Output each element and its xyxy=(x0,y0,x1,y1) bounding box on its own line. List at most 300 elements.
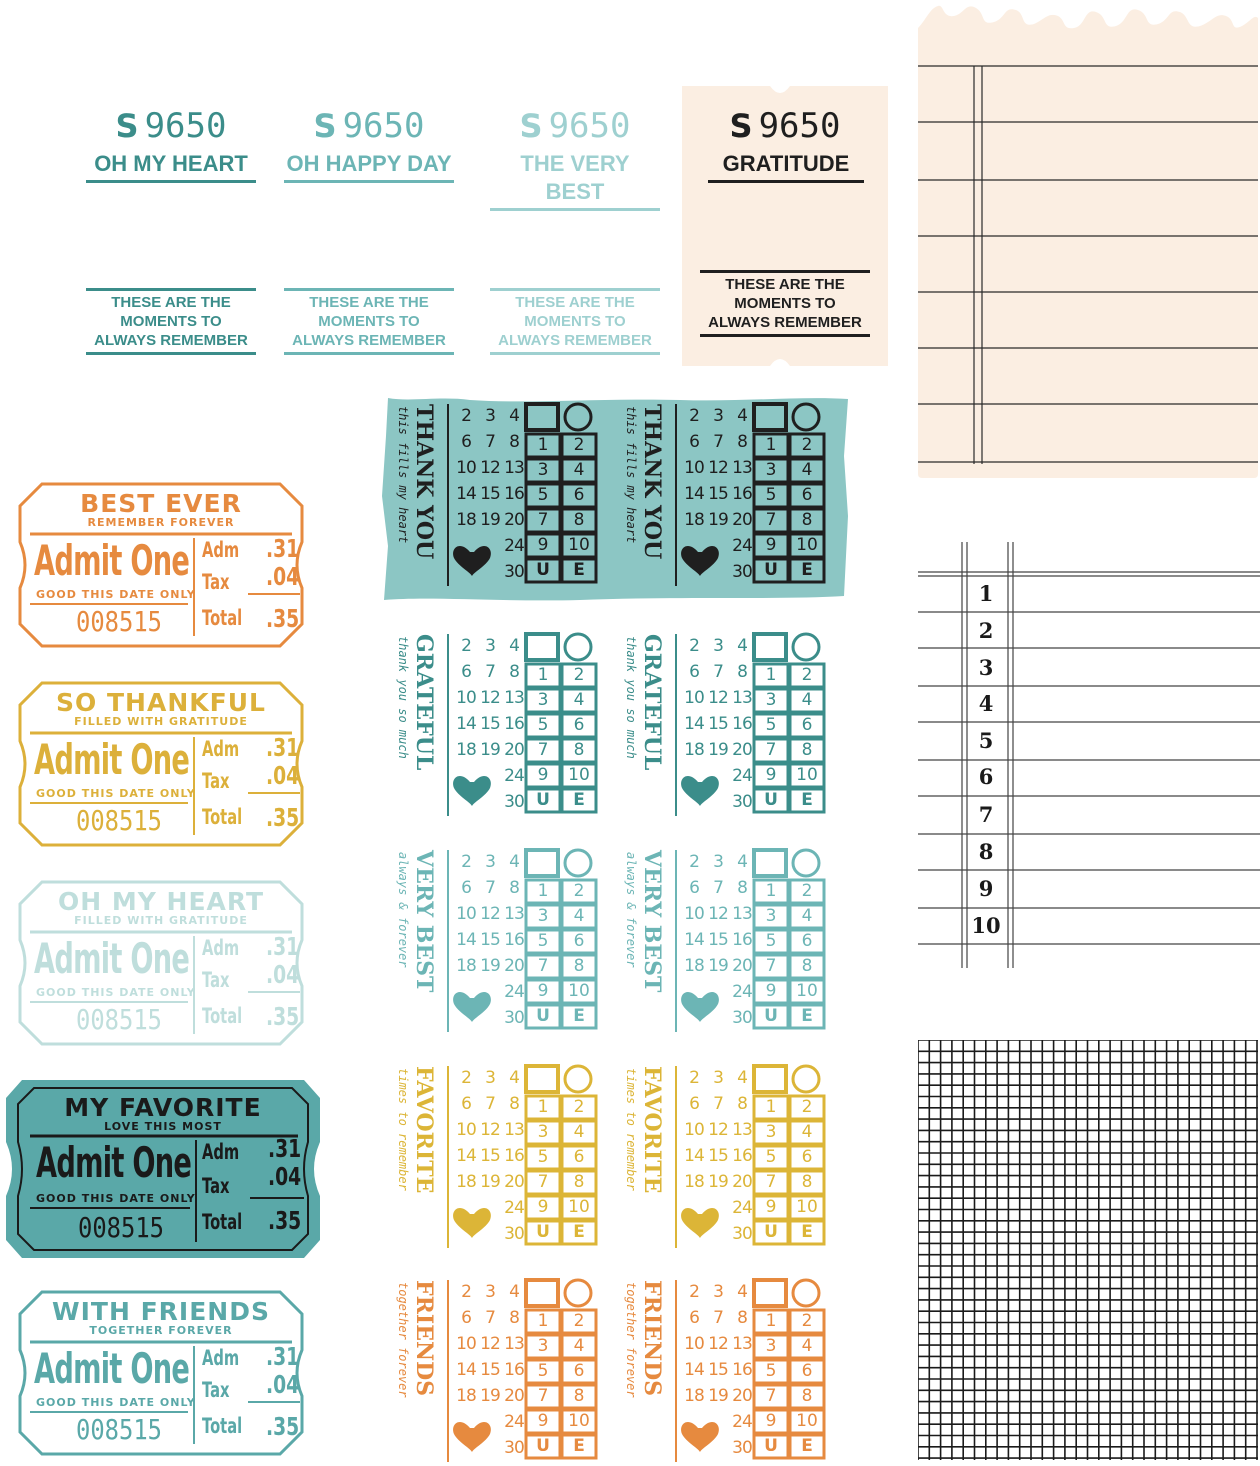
calendar-date: 15 xyxy=(480,714,500,734)
ticket-total-label: Total xyxy=(202,1004,243,1028)
list-number: 2 xyxy=(978,618,994,643)
ticket-subtitle: TOGETHER FOREVER xyxy=(89,1324,233,1337)
ticket-subtitle: REMEMBER FOREVER xyxy=(87,516,235,529)
calendar-box-number: 10 xyxy=(568,1197,590,1217)
calendar-date: 8 xyxy=(737,1308,747,1328)
calendar-date: 12 xyxy=(708,458,728,478)
calendar-box-number: 7 xyxy=(765,740,777,760)
calendar-box-number: E xyxy=(801,790,813,810)
calendar-date: 6 xyxy=(461,1094,471,1114)
ticket-admit: Admit One xyxy=(34,735,190,784)
calendar-date: 18 xyxy=(684,740,704,760)
ticket-admit: Admit One xyxy=(34,536,190,585)
calendar-date: 3 xyxy=(713,852,723,872)
calendar-box-number: 1 xyxy=(537,1311,549,1331)
calendar-date: 12 xyxy=(480,458,500,478)
ticket-title: SO THANKFUL xyxy=(56,688,266,717)
calendar-date: 3 xyxy=(485,852,495,872)
calendar-box-number: 10 xyxy=(568,1411,590,1431)
calendar-box-number: 6 xyxy=(573,1361,585,1381)
ticket-admit: Admit One xyxy=(36,1138,192,1187)
strip-title: GRATITUDE xyxy=(708,150,864,183)
calendar-date: 6 xyxy=(689,1094,699,1114)
calendar-date: 19 xyxy=(480,956,500,976)
calendar-box-number: 4 xyxy=(801,460,813,480)
calendar-date: 24 xyxy=(504,766,524,786)
calendar-box-number: 5 xyxy=(537,485,549,505)
calendar-date: 30 xyxy=(504,1438,524,1458)
calendar-date: 16 xyxy=(504,484,524,504)
list-number: 1 xyxy=(978,581,994,606)
ticket-serial: 008515 xyxy=(78,1211,164,1244)
calendar-date: 8 xyxy=(737,878,747,898)
calendar-box-number: 2 xyxy=(801,435,813,455)
calendar-date: 18 xyxy=(456,956,476,976)
calendar-date: 18 xyxy=(456,1172,476,1192)
calendar-date: 10 xyxy=(684,458,704,478)
calendar-date: 19 xyxy=(480,1172,500,1192)
ticket-serial: 008515 xyxy=(76,1413,162,1446)
calendar-date: 3 xyxy=(713,636,723,656)
calendar-date: 7 xyxy=(713,432,723,452)
strip-code: S 9650 xyxy=(729,106,841,146)
calendar-date: 30 xyxy=(504,1008,524,1028)
calendar-stamp xyxy=(392,1276,622,1466)
calendar-date: 16 xyxy=(504,714,524,734)
calendar-date: 13 xyxy=(504,1334,524,1354)
ticket-total-value: .35 xyxy=(266,1002,300,1031)
calendar-subtitle: times to remember xyxy=(624,1068,638,1191)
calendar-date: 12 xyxy=(708,904,728,924)
calendar-stamp xyxy=(392,1062,622,1252)
list-number: 4 xyxy=(978,691,994,716)
calendar-box-number: 1 xyxy=(537,665,549,685)
calendar-date: 19 xyxy=(708,740,728,760)
calendar-date: 3 xyxy=(713,1068,723,1088)
calendar-date: 10 xyxy=(684,688,704,708)
calendar-date: 4 xyxy=(737,852,747,872)
calendar-date: 20 xyxy=(504,1172,524,1192)
ticket-my-favorite xyxy=(4,1078,322,1244)
calendar-date: 8 xyxy=(737,662,747,682)
calendar-date: 10 xyxy=(684,1120,704,1140)
calendar-date: 15 xyxy=(708,714,728,734)
calendar-box-number: 6 xyxy=(573,485,585,505)
list-number: 7 xyxy=(978,802,994,827)
calendar-date: 19 xyxy=(480,510,500,530)
calendar-date: 19 xyxy=(480,740,500,760)
calendar-date: 4 xyxy=(509,852,519,872)
calendar-date: 3 xyxy=(485,636,495,656)
ticket-tax-label: Tax xyxy=(202,769,230,793)
calendar-box-number: U xyxy=(764,1006,778,1026)
calendar-date: 15 xyxy=(708,1146,728,1166)
calendar-date: 13 xyxy=(732,458,752,478)
calendar-box-number: 5 xyxy=(765,931,777,951)
ticket-total-label: Total xyxy=(202,1210,243,1234)
calendar-date: 8 xyxy=(509,432,519,452)
calendar-subtitle: together forever xyxy=(624,1282,638,1398)
calendar-box-number: 2 xyxy=(573,881,585,901)
calendar-date: 18 xyxy=(456,1386,476,1406)
calendar-box-number: 10 xyxy=(568,535,590,555)
ticket-adm-label: Adm xyxy=(202,936,240,960)
calendar-box-number: 7 xyxy=(765,510,777,530)
calendar-date: 2 xyxy=(461,852,471,872)
calendar-box-number: E xyxy=(801,1006,813,1026)
calendar-date: 24 xyxy=(504,1198,524,1218)
calendar-subtitle: always & forever xyxy=(396,852,410,968)
strip-title: OH MY HEART xyxy=(86,150,256,183)
calendar-date: 12 xyxy=(480,1120,500,1140)
calendar-box-number: U xyxy=(764,1436,778,1456)
calendar-subtitle: this fills my heart xyxy=(624,406,638,544)
calendar-box-number: 8 xyxy=(801,1172,813,1192)
calendar-box-number: 7 xyxy=(765,956,777,976)
calendar-date: 16 xyxy=(732,714,752,734)
calendar-date: 8 xyxy=(737,432,747,452)
calendar-box-number: 1 xyxy=(765,881,777,901)
calendar-date: 13 xyxy=(732,688,752,708)
calendar-title: VERY BEST xyxy=(411,850,437,993)
calendar-box-number: 4 xyxy=(801,906,813,926)
calendar-date: 24 xyxy=(732,1412,752,1432)
calendar-date: 2 xyxy=(689,852,699,872)
calendar-date: 30 xyxy=(732,1438,752,1458)
calendar-subtitle: times to remember xyxy=(396,1068,410,1191)
calendar-date: 30 xyxy=(504,1224,524,1244)
calendar-box-number: 8 xyxy=(801,740,813,760)
calendar-date: 10 xyxy=(456,688,476,708)
calendar-box-number: U xyxy=(536,1222,550,1242)
calendar-box-number: 10 xyxy=(796,1197,818,1217)
calendar-date: 4 xyxy=(737,1068,747,1088)
ticket-good: GOOD THIS DATE ONLY xyxy=(36,986,196,999)
calendar-date: 30 xyxy=(732,1224,752,1244)
calendar-box-number: 2 xyxy=(801,665,813,685)
ticket-total-value: .35 xyxy=(266,803,300,832)
calendar-date: 4 xyxy=(509,1068,519,1088)
calendar-date: 6 xyxy=(689,1308,699,1328)
ticket-tax-value: .04 xyxy=(266,562,300,591)
calendar-box-number: 10 xyxy=(568,981,590,1001)
calendar-date: 14 xyxy=(684,714,704,734)
calendar-date: 4 xyxy=(509,406,519,426)
list-number: 9 xyxy=(978,876,994,901)
calendar-box-number: 3 xyxy=(537,460,549,480)
calendar-date: 4 xyxy=(737,406,747,426)
calendar-box-number: 3 xyxy=(537,906,549,926)
calendar-date: 10 xyxy=(456,458,476,478)
ticket-adm-label: Adm xyxy=(202,538,240,562)
calendar-date: 10 xyxy=(456,1334,476,1354)
calendar-box-number: E xyxy=(573,1436,585,1456)
calendar-date: 13 xyxy=(732,1120,752,1140)
list-number: 8 xyxy=(978,839,994,864)
calendar-date: 10 xyxy=(456,1120,476,1140)
calendar-date: 20 xyxy=(504,1386,524,1406)
calendar-box-number: 4 xyxy=(801,690,813,710)
ticket-tax-value: .04 xyxy=(266,960,300,989)
strip-phrase: THESE ARE THE MOMENTS TO ALWAYS REMEMBER xyxy=(284,288,454,355)
calendar-box-number: U xyxy=(764,1222,778,1242)
calendar-stamp xyxy=(620,400,850,590)
calendar-date: 2 xyxy=(461,406,471,426)
calendar-box-number: 2 xyxy=(573,1311,585,1331)
calendar-box-number: U xyxy=(764,560,778,580)
calendar-date: 8 xyxy=(509,1094,519,1114)
calendar-box-number: 6 xyxy=(801,485,813,505)
ticket-tax-label: Tax xyxy=(202,570,230,594)
calendar-date: 24 xyxy=(504,1412,524,1432)
calendar-box-number: 4 xyxy=(573,906,585,926)
calendar-box-number: 4 xyxy=(573,1336,585,1356)
strip-title: OH HAPPY DAY xyxy=(284,150,454,183)
calendar-box-number: 9 xyxy=(765,765,777,785)
calendar-date: 8 xyxy=(737,1094,747,1114)
calendar-box-number: 3 xyxy=(765,1336,777,1356)
calendar-box-number: U xyxy=(536,1436,550,1456)
ticket-tax-label: Tax xyxy=(202,1174,230,1198)
calendar-date: 7 xyxy=(485,432,495,452)
calendar-box-number: 6 xyxy=(801,1361,813,1381)
strip-phrase: THESE ARE THE MOMENTS TO ALWAYS REMEMBER xyxy=(490,288,660,355)
calendar-box-number: U xyxy=(536,560,550,580)
calendar-date: 3 xyxy=(485,1282,495,1302)
calendar-date: 13 xyxy=(504,688,524,708)
calendar-box-number: 7 xyxy=(537,1386,549,1406)
ticket-subtitle: FILLED WITH GRATITUDE xyxy=(74,715,248,728)
calendar-box-number: 7 xyxy=(765,1172,777,1192)
calendar-box-number: 9 xyxy=(537,981,549,1001)
calendar-box-number: 8 xyxy=(573,1172,585,1192)
calendar-date: 30 xyxy=(732,562,752,582)
calendar-date: 3 xyxy=(713,1282,723,1302)
calendar-date: 20 xyxy=(732,740,752,760)
calendar-title: FAVORITE xyxy=(411,1066,437,1194)
calendar-date: 6 xyxy=(689,878,699,898)
calendar-date: 14 xyxy=(684,484,704,504)
ticket-total-value: .35 xyxy=(266,604,300,633)
strip-phrase: THESE ARE THE MOMENTS TO ALWAYS REMEMBER xyxy=(86,288,256,355)
ticket-serial: 008515 xyxy=(76,605,162,638)
calendar-date: 6 xyxy=(461,878,471,898)
calendar-date: 16 xyxy=(732,1146,752,1166)
calendar-box-number: 9 xyxy=(537,1197,549,1217)
ticket-total-label: Total xyxy=(202,805,243,829)
calendar-date: 4 xyxy=(737,1282,747,1302)
calendar-date: 6 xyxy=(461,662,471,682)
calendar-box-number: 2 xyxy=(801,881,813,901)
list-number: 6 xyxy=(978,764,994,789)
calendar-date: 2 xyxy=(689,1282,699,1302)
calendar-date: 2 xyxy=(461,1282,471,1302)
calendar-date: 13 xyxy=(504,1120,524,1140)
ticket-best-ever xyxy=(18,482,304,648)
calendar-box-number: E xyxy=(573,1222,585,1242)
calendar-box-number: 8 xyxy=(573,956,585,976)
calendar-date: 7 xyxy=(485,662,495,682)
calendar-date: 7 xyxy=(713,878,723,898)
calendar-date: 12 xyxy=(480,1334,500,1354)
calendar-box-number: 10 xyxy=(796,535,818,555)
calendar-date: 14 xyxy=(684,1360,704,1380)
list-number: 3 xyxy=(978,655,994,680)
calendar-date: 20 xyxy=(732,956,752,976)
calendar-box-number: 4 xyxy=(801,1122,813,1142)
strip-code: S 9650 xyxy=(115,106,227,146)
calendar-date: 2 xyxy=(461,636,471,656)
calendar-date: 12 xyxy=(708,1334,728,1354)
calendar-box-number: 3 xyxy=(537,690,549,710)
calendar-date: 18 xyxy=(456,510,476,530)
calendar-date: 7 xyxy=(485,878,495,898)
calendar-date: 16 xyxy=(504,1146,524,1166)
calendar-subtitle: always & forever xyxy=(624,852,638,968)
calendar-box-number: 9 xyxy=(765,1411,777,1431)
calendar-date: 18 xyxy=(684,1386,704,1406)
calendar-date: 15 xyxy=(480,1146,500,1166)
calendar-box-number: 1 xyxy=(537,435,549,455)
calendar-date: 2 xyxy=(689,1068,699,1088)
calendar-date: 12 xyxy=(480,688,500,708)
calendar-date: 14 xyxy=(456,930,476,950)
calendar-title: FRIENDS xyxy=(411,1280,437,1397)
ticket-title: WITH FRIENDS xyxy=(52,1297,270,1326)
calendar-date: 20 xyxy=(732,1386,752,1406)
calendar-date: 6 xyxy=(689,662,699,682)
calendar-box-number: E xyxy=(801,1436,813,1456)
calendar-box-number: 5 xyxy=(765,485,777,505)
calendar-box-number: 8 xyxy=(801,510,813,530)
calendar-box-number: 4 xyxy=(573,1122,585,1142)
calendar-box-number: 1 xyxy=(765,435,777,455)
calendar-subtitle: this fills my heart xyxy=(396,406,410,544)
calendar-title: GRATEFUL xyxy=(639,634,665,771)
calendar-box-number: 9 xyxy=(765,535,777,555)
calendar-date: 15 xyxy=(480,484,500,504)
list-number: 10 xyxy=(971,913,1001,938)
calendar-box-number: 8 xyxy=(573,1386,585,1406)
calendar-box-number: E xyxy=(573,790,585,810)
calendar-title: FAVORITE xyxy=(639,1066,665,1194)
calendar-date: 13 xyxy=(732,904,752,924)
calendar-box-number: 9 xyxy=(537,765,549,785)
calendar-title: GRATEFUL xyxy=(411,634,437,771)
strip-code: S 9650 xyxy=(313,106,425,146)
calendar-date: 3 xyxy=(713,406,723,426)
calendar-box-number: 3 xyxy=(765,906,777,926)
calendar-date: 8 xyxy=(509,878,519,898)
calendar-stamp xyxy=(392,630,622,820)
ticket-with-friends xyxy=(18,1290,304,1456)
calendar-date: 18 xyxy=(684,956,704,976)
calendar-box-number: 8 xyxy=(801,956,813,976)
calendar-box-number: 7 xyxy=(765,1386,777,1406)
calendar-date: 7 xyxy=(713,1308,723,1328)
calendar-date: 3 xyxy=(485,406,495,426)
calendar-stamp xyxy=(620,846,850,1036)
calendar-date: 19 xyxy=(708,1386,728,1406)
calendar-date: 16 xyxy=(732,484,752,504)
calendar-date: 7 xyxy=(485,1094,495,1114)
ticket-adm-value: .31 xyxy=(266,932,300,961)
calendar-stamp xyxy=(392,400,622,590)
calendar-box-number: 2 xyxy=(573,1097,585,1117)
calendar-date: 18 xyxy=(456,740,476,760)
calendar-date: 10 xyxy=(684,904,704,924)
calendar-stamp xyxy=(620,630,850,820)
calendar-stamp xyxy=(392,846,622,1036)
calendar-date: 16 xyxy=(732,930,752,950)
calendar-box-number: 6 xyxy=(801,1147,813,1167)
ticket-title: OH MY HEART xyxy=(57,887,265,916)
calendar-date: 15 xyxy=(708,484,728,504)
calendar-box-number: 3 xyxy=(765,1122,777,1142)
calendar-box-number: U xyxy=(764,790,778,810)
calendar-date: 24 xyxy=(504,536,524,556)
ticket-good: GOOD THIS DATE ONLY xyxy=(36,1396,196,1409)
calendar-box-number: 1 xyxy=(537,1097,549,1117)
calendar-box-number: 2 xyxy=(573,665,585,685)
calendar-stamp xyxy=(620,1276,850,1466)
ticket-so-thankful xyxy=(18,681,304,847)
calendar-box-number: 5 xyxy=(765,1147,777,1167)
calendar-box-number: E xyxy=(573,560,585,580)
calendar-box-number: 1 xyxy=(765,1097,777,1117)
calendar-subtitle: together forever xyxy=(396,1282,410,1398)
calendar-box-number: 3 xyxy=(537,1336,549,1356)
calendar-date: 18 xyxy=(684,510,704,530)
calendar-date: 15 xyxy=(708,930,728,950)
ticket-adm-label: Adm xyxy=(202,1140,240,1164)
calendar-date: 7 xyxy=(713,1094,723,1114)
calendar-date: 24 xyxy=(732,766,752,786)
calendar-box-number: 10 xyxy=(796,765,818,785)
calendar-box-number: 9 xyxy=(537,535,549,555)
calendar-box-number: 8 xyxy=(573,740,585,760)
calendar-date: 20 xyxy=(732,510,752,530)
ticket-adm-value: .31 xyxy=(266,1342,300,1371)
calendar-date: 15 xyxy=(480,1360,500,1380)
calendar-date: 10 xyxy=(684,1334,704,1354)
ticket-tax-value: .04 xyxy=(266,761,300,790)
calendar-box-number: 3 xyxy=(765,460,777,480)
calendar-box-number: 6 xyxy=(801,715,813,735)
calendar-date: 4 xyxy=(509,1282,519,1302)
calendar-box-number: 5 xyxy=(765,715,777,735)
calendar-date: 4 xyxy=(509,636,519,656)
calendar-date: 24 xyxy=(732,982,752,1002)
calendar-date: 14 xyxy=(684,1146,704,1166)
calendar-box-number: E xyxy=(801,560,813,580)
calendar-date: 19 xyxy=(480,1386,500,1406)
calendar-box-number: 5 xyxy=(537,1361,549,1381)
ticket-tax-label: Tax xyxy=(202,968,230,992)
calendar-box-number: 1 xyxy=(537,881,549,901)
calendar-date: 7 xyxy=(713,662,723,682)
calendar-subtitle: thank you so much xyxy=(624,636,638,759)
calendar-box-number: 2 xyxy=(801,1097,813,1117)
ticket-tax-value: .04 xyxy=(268,1162,302,1191)
calendar-title: FRIENDS xyxy=(639,1280,665,1397)
calendar-date: 6 xyxy=(689,432,699,452)
calendar-box-number: 6 xyxy=(573,931,585,951)
ticket-title: MY FAVORITE xyxy=(64,1093,262,1122)
calendar-box-number: 7 xyxy=(537,956,549,976)
calendar-box-number: 1 xyxy=(765,1311,777,1331)
calendar-box-number: 9 xyxy=(765,981,777,1001)
